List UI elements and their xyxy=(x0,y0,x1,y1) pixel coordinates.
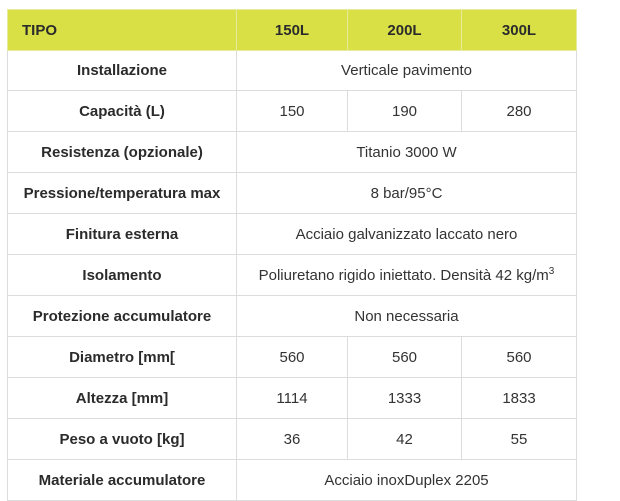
superscript-exponent: 3 xyxy=(548,265,555,277)
row-label: Finitura esterna xyxy=(8,214,237,255)
row-label: Peso a vuoto [kg] xyxy=(8,419,237,460)
row-value-150l: 1114 xyxy=(237,378,348,419)
spec-table-container xyxy=(7,9,576,501)
table-row xyxy=(8,214,577,255)
table-row xyxy=(8,378,577,419)
row-value-150l: 150 xyxy=(237,91,348,132)
header-row xyxy=(8,10,577,51)
row-label: Resistenza (opzionale) xyxy=(8,132,237,173)
row-value: Acciaio inoxDuplex 2205 xyxy=(237,460,577,501)
table-header xyxy=(8,10,577,51)
row-label: Diametro [mm[ xyxy=(8,337,237,378)
row-label: Altezza [mm] xyxy=(8,378,237,419)
table-row xyxy=(8,337,577,378)
header-150l: 150L xyxy=(237,10,348,51)
row-label: Capacità (L) xyxy=(8,91,237,132)
row-value-300l: 1833 xyxy=(462,378,577,419)
isolamento-text: Poliuretano rigido iniettato. Densità 42 kg/m xyxy=(258,266,549,284)
table-row xyxy=(8,255,577,296)
row-value: Non necessaria xyxy=(237,296,577,337)
row-value xyxy=(237,255,577,296)
table-body xyxy=(8,51,577,501)
table-row xyxy=(8,419,577,460)
row-value: Verticale pavimento xyxy=(237,51,577,91)
row-label: Installazione xyxy=(8,51,237,91)
row-label: Materiale accumulatore xyxy=(8,460,237,501)
row-value-300l: 280 xyxy=(462,91,577,132)
row-value-150l: 36 xyxy=(237,419,348,460)
table-row xyxy=(8,460,577,501)
row-value: 8 bar/95°C xyxy=(237,173,577,214)
row-value-150l: 560 xyxy=(237,337,348,378)
header-200l: 200L xyxy=(348,10,462,51)
row-value: Acciaio galvanizzato laccato nero xyxy=(237,214,577,255)
row-value-200l: 190 xyxy=(348,91,462,132)
table-row xyxy=(8,51,577,91)
table-row xyxy=(8,173,577,214)
table-row xyxy=(8,132,577,173)
row-value-300l: 55 xyxy=(462,419,577,460)
spec-table xyxy=(7,9,577,501)
row-label: Pressione/temperatura max xyxy=(8,173,237,214)
table-row xyxy=(8,296,577,337)
header-300l: 300L xyxy=(462,10,577,51)
row-value-200l: 560 xyxy=(348,337,462,378)
table-row xyxy=(8,91,577,132)
row-value: Titanio 3000 W xyxy=(237,132,577,173)
row-value-200l: 42 xyxy=(348,419,462,460)
row-value-300l: 560 xyxy=(462,337,577,378)
row-value-200l: 1333 xyxy=(348,378,462,419)
row-label: Protezione accumulatore xyxy=(8,296,237,337)
row-label: Isolamento xyxy=(8,255,237,296)
header-tipo: TIPO xyxy=(8,10,237,51)
